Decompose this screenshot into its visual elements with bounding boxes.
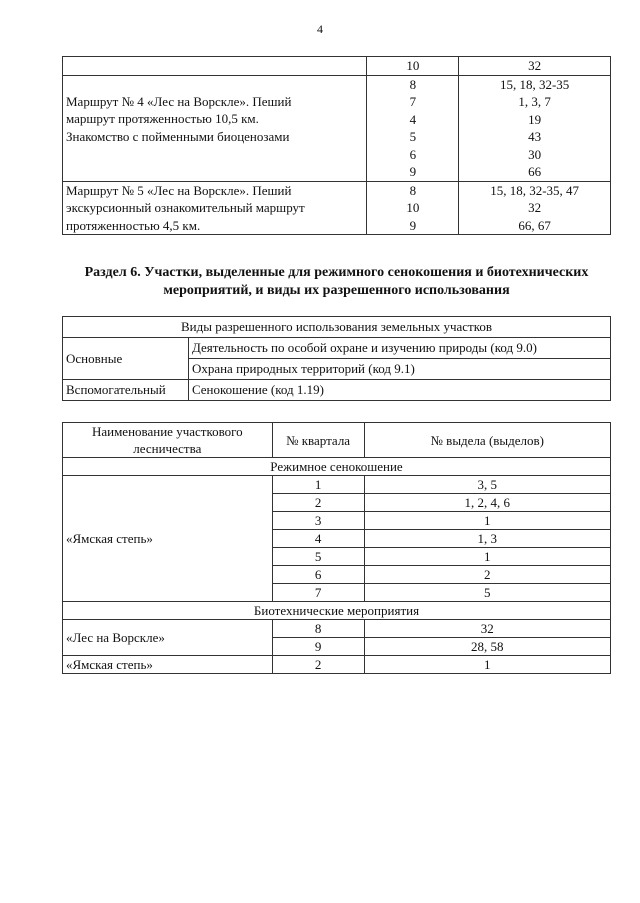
section-number: 28, 58	[364, 638, 610, 656]
section-heading: Раздел 6. Участки, выделенные для режимного сенокошения и биотехнических мероприятий, и виды их разрешенного использования	[84, 265, 589, 298]
group-title: Режимное сенокошение	[63, 458, 611, 476]
table-row	[63, 181, 611, 235]
usage-table	[62, 316, 611, 401]
section-number: 5	[364, 584, 610, 602]
forestry-name: «Лес на Ворскле»	[63, 620, 273, 656]
main-usage-label: Основные	[63, 338, 189, 380]
quarter-number: 5	[272, 548, 364, 566]
usage-item: Охрана природных территорий (код 9.1)	[188, 359, 610, 380]
quarter-number: 4	[272, 530, 364, 548]
areas-table	[62, 422, 611, 674]
table-row	[63, 317, 611, 338]
aux-usage-label: Вспомогательный	[63, 380, 189, 401]
forestry-name: «Ямская степь»	[63, 476, 273, 602]
header-quarter: № квартала	[272, 423, 364, 458]
forestry-name: «Ямская степь»	[63, 656, 273, 674]
quarter-numbers: 8 7 4 5 6 9	[367, 75, 459, 181]
usage-item: Деятельность по особой охране и изучению природы (код 9.0)	[188, 338, 610, 359]
section-numbers: 15, 18, 32-35, 47 32 66, 67	[459, 181, 611, 235]
table-row	[63, 656, 611, 674]
route-name	[63, 57, 367, 76]
table-row	[63, 380, 611, 401]
group-row	[63, 458, 611, 476]
routes-table	[62, 56, 611, 235]
quarter-number: 6	[272, 566, 364, 584]
table-row	[63, 57, 611, 76]
quarter-number: 2	[272, 656, 364, 674]
header-section: № выдела (выделов)	[364, 423, 610, 458]
section-numbers: 15, 18, 32-35 1, 3, 7 19 43 30 66	[459, 75, 611, 181]
route-name: Маршрут № 5 «Лес на Ворскле». Пеший экскурсионный ознакомительный маршрут протяженностью 4,5 км.	[63, 181, 367, 235]
section-numbers: 32	[459, 57, 611, 76]
quarter-numbers: 8 10 9	[367, 181, 459, 235]
section-number: 1, 2, 4, 6	[364, 494, 610, 512]
page-number: 4	[317, 22, 323, 36]
quarter-number: 2	[272, 494, 364, 512]
table-row	[63, 75, 611, 181]
section-number: 1	[364, 656, 610, 674]
section-number: 1, 3	[364, 530, 610, 548]
section-number: 3, 5	[364, 476, 610, 494]
quarter-number: 7	[272, 584, 364, 602]
table-row	[63, 338, 611, 359]
section-number: 1	[364, 548, 610, 566]
table-row	[63, 476, 611, 494]
group-title: Биотехнические мероприятия	[63, 602, 611, 620]
quarter-number: 9	[272, 638, 364, 656]
quarter-number: 3	[272, 512, 364, 530]
route-name: Маршрут № 4 «Лес на Ворскле». Пеший маршрут протяженностью 10,5 км. Знакомство с пойменными биоценозами	[63, 75, 367, 181]
usage-item: Сенокошение (код 1.19)	[188, 380, 610, 401]
section-number: 32	[364, 620, 610, 638]
section-number: 1	[364, 512, 610, 530]
table-row	[63, 620, 611, 638]
quarter-number: 1	[272, 476, 364, 494]
quarter-numbers: 10	[367, 57, 459, 76]
header-forestry: Наименование участкового лесничества	[63, 423, 273, 458]
section-number: 2	[364, 566, 610, 584]
usage-header: Виды разрешенного использования земельных участков	[63, 317, 611, 338]
quarter-number: 8	[272, 620, 364, 638]
group-row	[63, 602, 611, 620]
table-header-row	[63, 423, 611, 458]
